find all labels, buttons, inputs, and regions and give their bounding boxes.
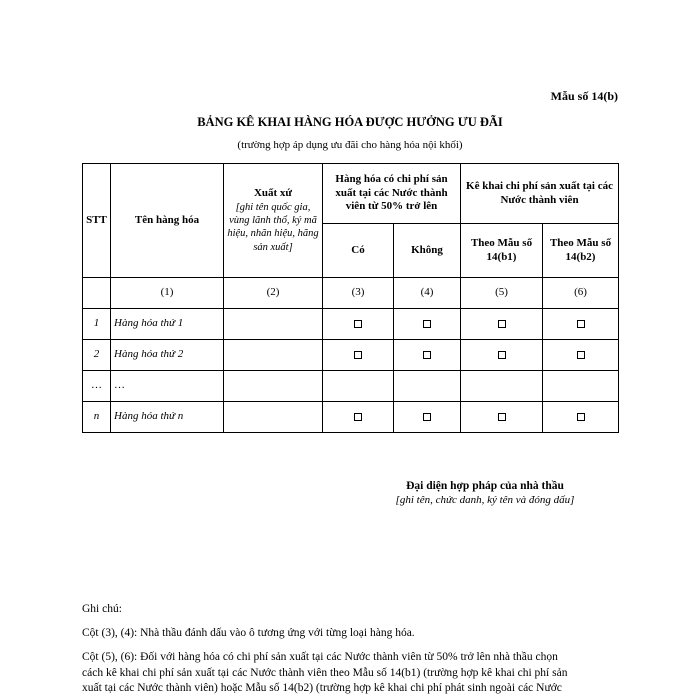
header-goods-name: Tên hàng hóa — [111, 164, 224, 278]
document-title: BẢNG KÊ KHAI HÀNG HÓA ĐƯỢC HƯỞNG ƯU ĐÃI — [197, 115, 503, 129]
form-code: Mẫu số 14(b) — [550, 89, 618, 103]
checkbox-no[interactable] — [423, 351, 431, 359]
header-form-b2: Theo Mẫu số 14(b2) — [543, 224, 619, 278]
goods-declaration-table — [82, 163, 619, 433]
header-production-cost: Hàng hóa có chi phí sản xuất tại các Nước thành viên từ 50% trở lên — [323, 164, 461, 224]
table-row — [83, 309, 619, 340]
notes-heading: Ghi chú: — [82, 603, 122, 615]
header-cost-declaration: Kê khai chi phí sản xuất tại các Nước thành viên — [461, 164, 619, 224]
column-number: (5) — [461, 278, 543, 309]
document-subtitle: (trường hợp áp dụng ưu đãi cho hàng hóa nội khối) — [237, 139, 463, 151]
column-number: (3) — [323, 278, 394, 309]
checkbox-no[interactable] — [423, 320, 431, 328]
checkbox-b1[interactable] — [498, 351, 506, 359]
column-number: (4) — [394, 278, 461, 309]
table-row — [83, 340, 619, 371]
row-goods-name: Hàng hóa thứ 1 — [111, 309, 224, 340]
row-goods-name: … — [111, 371, 224, 402]
notes-section — [82, 602, 618, 697]
checkbox-no[interactable] — [423, 413, 431, 421]
checkbox-b1[interactable] — [498, 320, 506, 328]
note-line: cách kê khai chi phí sản xuất tại các Nước thành viên theo Mẫu số 14(b1) (trường hợp kê khai chi phí sản — [82, 666, 568, 679]
note-line: Cột (5), (6): Đối với hàng hóa có chi phí sản xuất tại các Nước thành viên từ 50% trở lên nhà thầu chọn — [82, 650, 558, 663]
row-origin-cell[interactable] — [224, 340, 323, 371]
checkbox-yes[interactable] — [354, 351, 362, 359]
header-origin-note: [ghi tên quốc gia, vùng lãnh thổ, ký mã hiệu, nhãn hiệu, hãng sản xuất] — [227, 202, 319, 253]
checkbox-yes[interactable] — [354, 320, 362, 328]
note-line: Cột (3), (4): Nhà thầu đánh dấu vào ô tương ứng với từng loại hàng hóa. — [82, 626, 415, 639]
header-yes: Có — [323, 224, 394, 278]
row-stt: 1 — [83, 309, 111, 340]
header-stt: STT — [83, 164, 111, 278]
row-origin-cell[interactable] — [224, 402, 323, 433]
checkbox-b1[interactable] — [498, 413, 506, 421]
header-form-b1: Theo Mẫu số 14(b1) — [461, 224, 543, 278]
table-row — [83, 402, 619, 433]
table-row — [83, 371, 619, 402]
column-number-row — [83, 278, 619, 309]
column-number: (6) — [543, 278, 619, 309]
note-line: xuất tại các Nước thành viên) hoặc Mẫu số 14(b2) (trường hợp kê khai chi phí phát sinh ngoài các Nước — [82, 682, 562, 695]
header-origin-label: Xuất xứ — [253, 187, 293, 200]
column-number: (2) — [224, 278, 323, 309]
row-stt: … — [83, 371, 111, 402]
row-goods-name: Hàng hóa thứ n — [111, 402, 224, 433]
row-stt: n — [83, 402, 111, 433]
checkbox-b2[interactable] — [577, 413, 585, 421]
signature-note: [ghi tên, chức danh, ký tên và đóng dấu] — [395, 494, 575, 506]
row-stt: 2 — [83, 340, 111, 371]
checkbox-yes[interactable] — [354, 413, 362, 421]
row-goods-name: Hàng hóa thứ 2 — [111, 340, 224, 371]
header-origin — [224, 164, 323, 278]
checkbox-b2[interactable] — [577, 351, 585, 359]
header-no: Không — [394, 224, 461, 278]
signature-label: Đại diện hợp pháp của nhà thầu — [406, 480, 564, 492]
checkbox-b2[interactable] — [577, 320, 585, 328]
row-origin-cell[interactable] — [224, 309, 323, 340]
column-number: (1) — [111, 278, 224, 309]
